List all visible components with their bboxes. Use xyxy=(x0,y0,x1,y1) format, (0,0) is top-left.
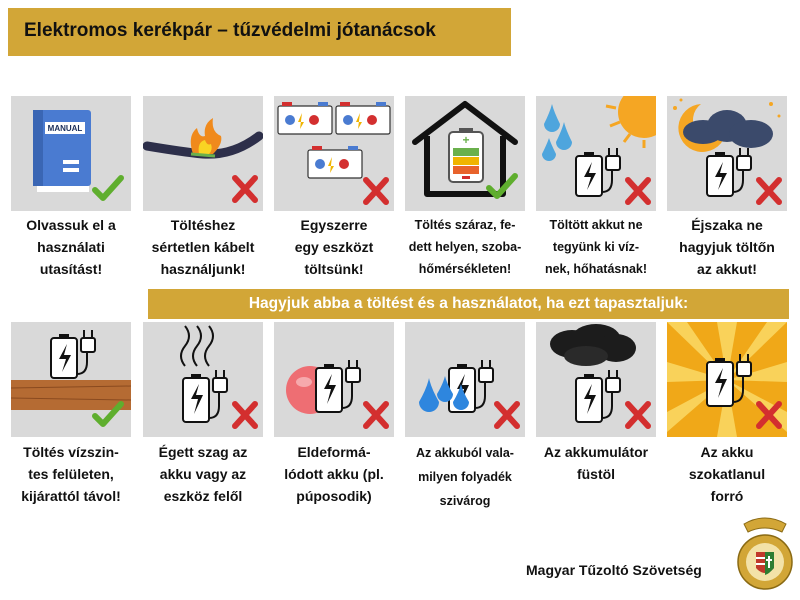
svg-text:+: + xyxy=(462,133,470,147)
burnt-smell-icon xyxy=(143,322,263,437)
night-charger-icon xyxy=(667,96,787,211)
tile-leaking xyxy=(405,322,525,437)
tile-burnt-smell xyxy=(143,322,263,437)
warning-banner xyxy=(148,289,789,319)
page-title: Elektromos kerékpár – tűzvédelmi jótanácsok xyxy=(24,20,436,41)
caption-one-device: Egyszerre egy eszközt töltsünk! xyxy=(294,217,374,277)
caption-leaking: Az akkuból vala- milyen folyadék szivárog xyxy=(416,446,514,508)
caption-dry-place: Töltés száraz, fe- dett helyen, szoba- hőmérsékleten! xyxy=(408,218,522,276)
hot-battery-icon xyxy=(667,322,787,437)
tile-night xyxy=(667,96,787,211)
tile-dry-place xyxy=(405,96,525,211)
caption-flat-surface: Töltés vízszin- tes felületen, kijárattól távol! xyxy=(21,444,121,504)
rain-sun-charger-icon xyxy=(536,96,656,211)
firefighter-association-emblem-icon xyxy=(736,514,794,594)
smoking-battery-icon xyxy=(536,322,656,437)
caption-water-heat: Töltött akkut ne tegyünk ki víz- nek, hőhatásnak! xyxy=(544,218,648,276)
caption-smoking: Az akkumulátor füstöl xyxy=(543,444,649,482)
caption-swollen: Eldeformá- lódott akku (pl. púposodik) xyxy=(284,444,384,504)
tile-read-manual xyxy=(11,96,131,211)
warning-text: Hagyjuk abba a töltést és a használatot, ha ezt tapasztaljuk: xyxy=(248,295,689,312)
tile-flat-surface xyxy=(11,322,131,437)
footer-organization: Magyar Tűzoltó Szövetség xyxy=(526,562,702,578)
burning-cable-icon xyxy=(143,96,263,211)
caption-hot: Az akku szokatlanul forró xyxy=(688,444,766,504)
charger-on-table-icon xyxy=(11,322,131,437)
leaking-battery-icon xyxy=(405,322,525,437)
tile-smoking xyxy=(536,322,656,437)
house-battery-icon xyxy=(405,96,525,211)
manual-icon xyxy=(11,96,131,211)
swollen-battery-icon xyxy=(274,322,394,437)
tile-swollen xyxy=(274,322,394,437)
caption-night: Éjszaka ne hagyjuk töltőn az akkut! xyxy=(679,217,775,277)
tile-damaged-cable xyxy=(143,96,263,211)
tile-hot xyxy=(667,322,787,437)
caption-read-manual: Olvassuk el a használati utasítást! xyxy=(26,217,116,277)
svg-text:MANUAL: MANUAL xyxy=(47,124,83,133)
caption-burnt-smell: Égett szag az akku vagy az eszköz felől xyxy=(158,444,248,504)
multiple-chargers-icon xyxy=(274,96,394,211)
tile-water-heat xyxy=(536,96,656,211)
tile-one-device xyxy=(274,96,394,211)
caption-damaged-cable: Töltéshez sértetlen kábelt használjunk! xyxy=(151,217,255,277)
title-bar xyxy=(8,8,511,56)
